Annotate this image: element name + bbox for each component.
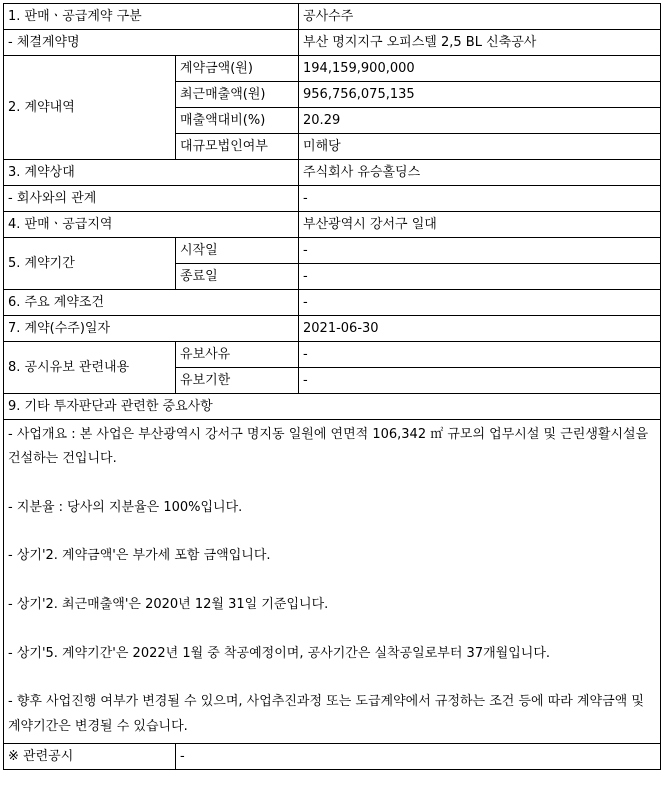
start-date-label: 시작일 [176, 238, 299, 264]
other-matters-detail [4, 420, 661, 744]
detail-paragraph-overview: - 사업개요 : 본 사업은 부산광역시 강서구 명지동 일원에 연면적 106,342 ㎡ 규모의 업무시설 및 근린생활시설을 건설하는 건입니다. [8, 427, 649, 467]
detail-paragraph-changes: - 향후 사업진행 여부가 변경될 수 있으며, 사업추진과정 또는 도급계약에서 규정하는 조건 등에 따라 계약금액 및 계약기간은 변경될 수 있습니다. [8, 694, 644, 734]
contract-amount-label: 계약금액(원) [176, 56, 299, 82]
contract-date-label: 7. 계약(수주)일자 [4, 316, 299, 342]
relation-value: - [299, 186, 661, 212]
row-contract-name [4, 30, 661, 56]
row-region [4, 212, 661, 238]
region-label: 4. 판매ㆍ공급지역 [4, 212, 299, 238]
start-date-value: - [299, 238, 661, 264]
sales-ratio-value: 20.29 [299, 108, 661, 134]
row-relation [4, 186, 661, 212]
related-disclosure-label: ※ 관련공시 [4, 743, 176, 769]
sales-ratio-label: 매출액대비(%) [176, 108, 299, 134]
related-disclosure-value: - [176, 743, 661, 769]
recent-sales-label: 최근매출액(원) [176, 82, 299, 108]
recent-sales-value: 956,756,075,135 [299, 82, 661, 108]
other-matters-label: 9. 기타 투자판단과 관련한 중요사항 [4, 394, 661, 420]
row-deferral-reason [4, 342, 661, 368]
detail-paragraph-sales-basis: - 상기'2. 최근매출액'은 2020년 12월 31일 기준입니다. [8, 597, 329, 613]
contract-amount-value: 194,159,900,000 [299, 56, 661, 82]
row-contract-amount [4, 56, 661, 82]
contract-type-value: 공사수주 [299, 4, 661, 30]
deferral-reason-value: - [299, 342, 661, 368]
contract-period-label: 5. 계약기간 [4, 238, 176, 290]
deferral-label: 8. 공시유보 관련내용 [4, 342, 176, 394]
row-period-start [4, 238, 661, 264]
row-counterparty [4, 160, 661, 186]
deferral-deadline-value: - [299, 368, 661, 394]
contract-date-value: 2021-06-30 [299, 316, 661, 342]
detail-paragraph-period: - 상기'5. 계약기간'은 2022년 1월 중 착공예정이며, 공사기간은 실착공일로부터 37개월입니다. [8, 645, 551, 661]
detail-paragraph-stake: - 지분율 : 당사의 지분율은 100%입니다. [8, 499, 243, 515]
row-conditions [4, 290, 661, 316]
conditions-value: - [299, 290, 661, 316]
row-other-detail [4, 420, 661, 744]
region-value: 부산광역시 강서구 일대 [299, 212, 661, 238]
detail-paragraph-vat: - 상기'2. 계약금액'은 부가세 포함 금액입니다. [8, 548, 271, 564]
counterparty-label: 3. 계약상대 [4, 160, 299, 186]
contract-type-label: 1. 판매ㆍ공급계약 구분 [4, 4, 299, 30]
deferral-deadline-label: 유보기한 [176, 368, 299, 394]
row-contract-type [4, 4, 661, 30]
large-corp-value: 미해당 [299, 134, 661, 160]
relation-label: - 회사와의 관계 [4, 186, 299, 212]
deferral-reason-label: 유보사유 [176, 342, 299, 368]
end-date-label: 종료일 [176, 264, 299, 290]
counterparty-value: 주식회사 유승홀딩스 [299, 160, 661, 186]
row-related-disclosure [4, 743, 661, 769]
row-other-header [4, 394, 661, 420]
contract-name-label: - 체결계약명 [4, 30, 299, 56]
row-contract-date [4, 316, 661, 342]
conditions-label: 6. 주요 계약조건 [4, 290, 299, 316]
end-date-value: - [299, 264, 661, 290]
contract-disclosure-table [3, 3, 661, 770]
large-corp-label: 대규모법인여부 [176, 134, 299, 160]
contract-details-label: 2. 계약내역 [4, 56, 176, 160]
contract-name-value: 부산 명지지구 오피스텔 2,5 BL 신축공사 [299, 30, 661, 56]
